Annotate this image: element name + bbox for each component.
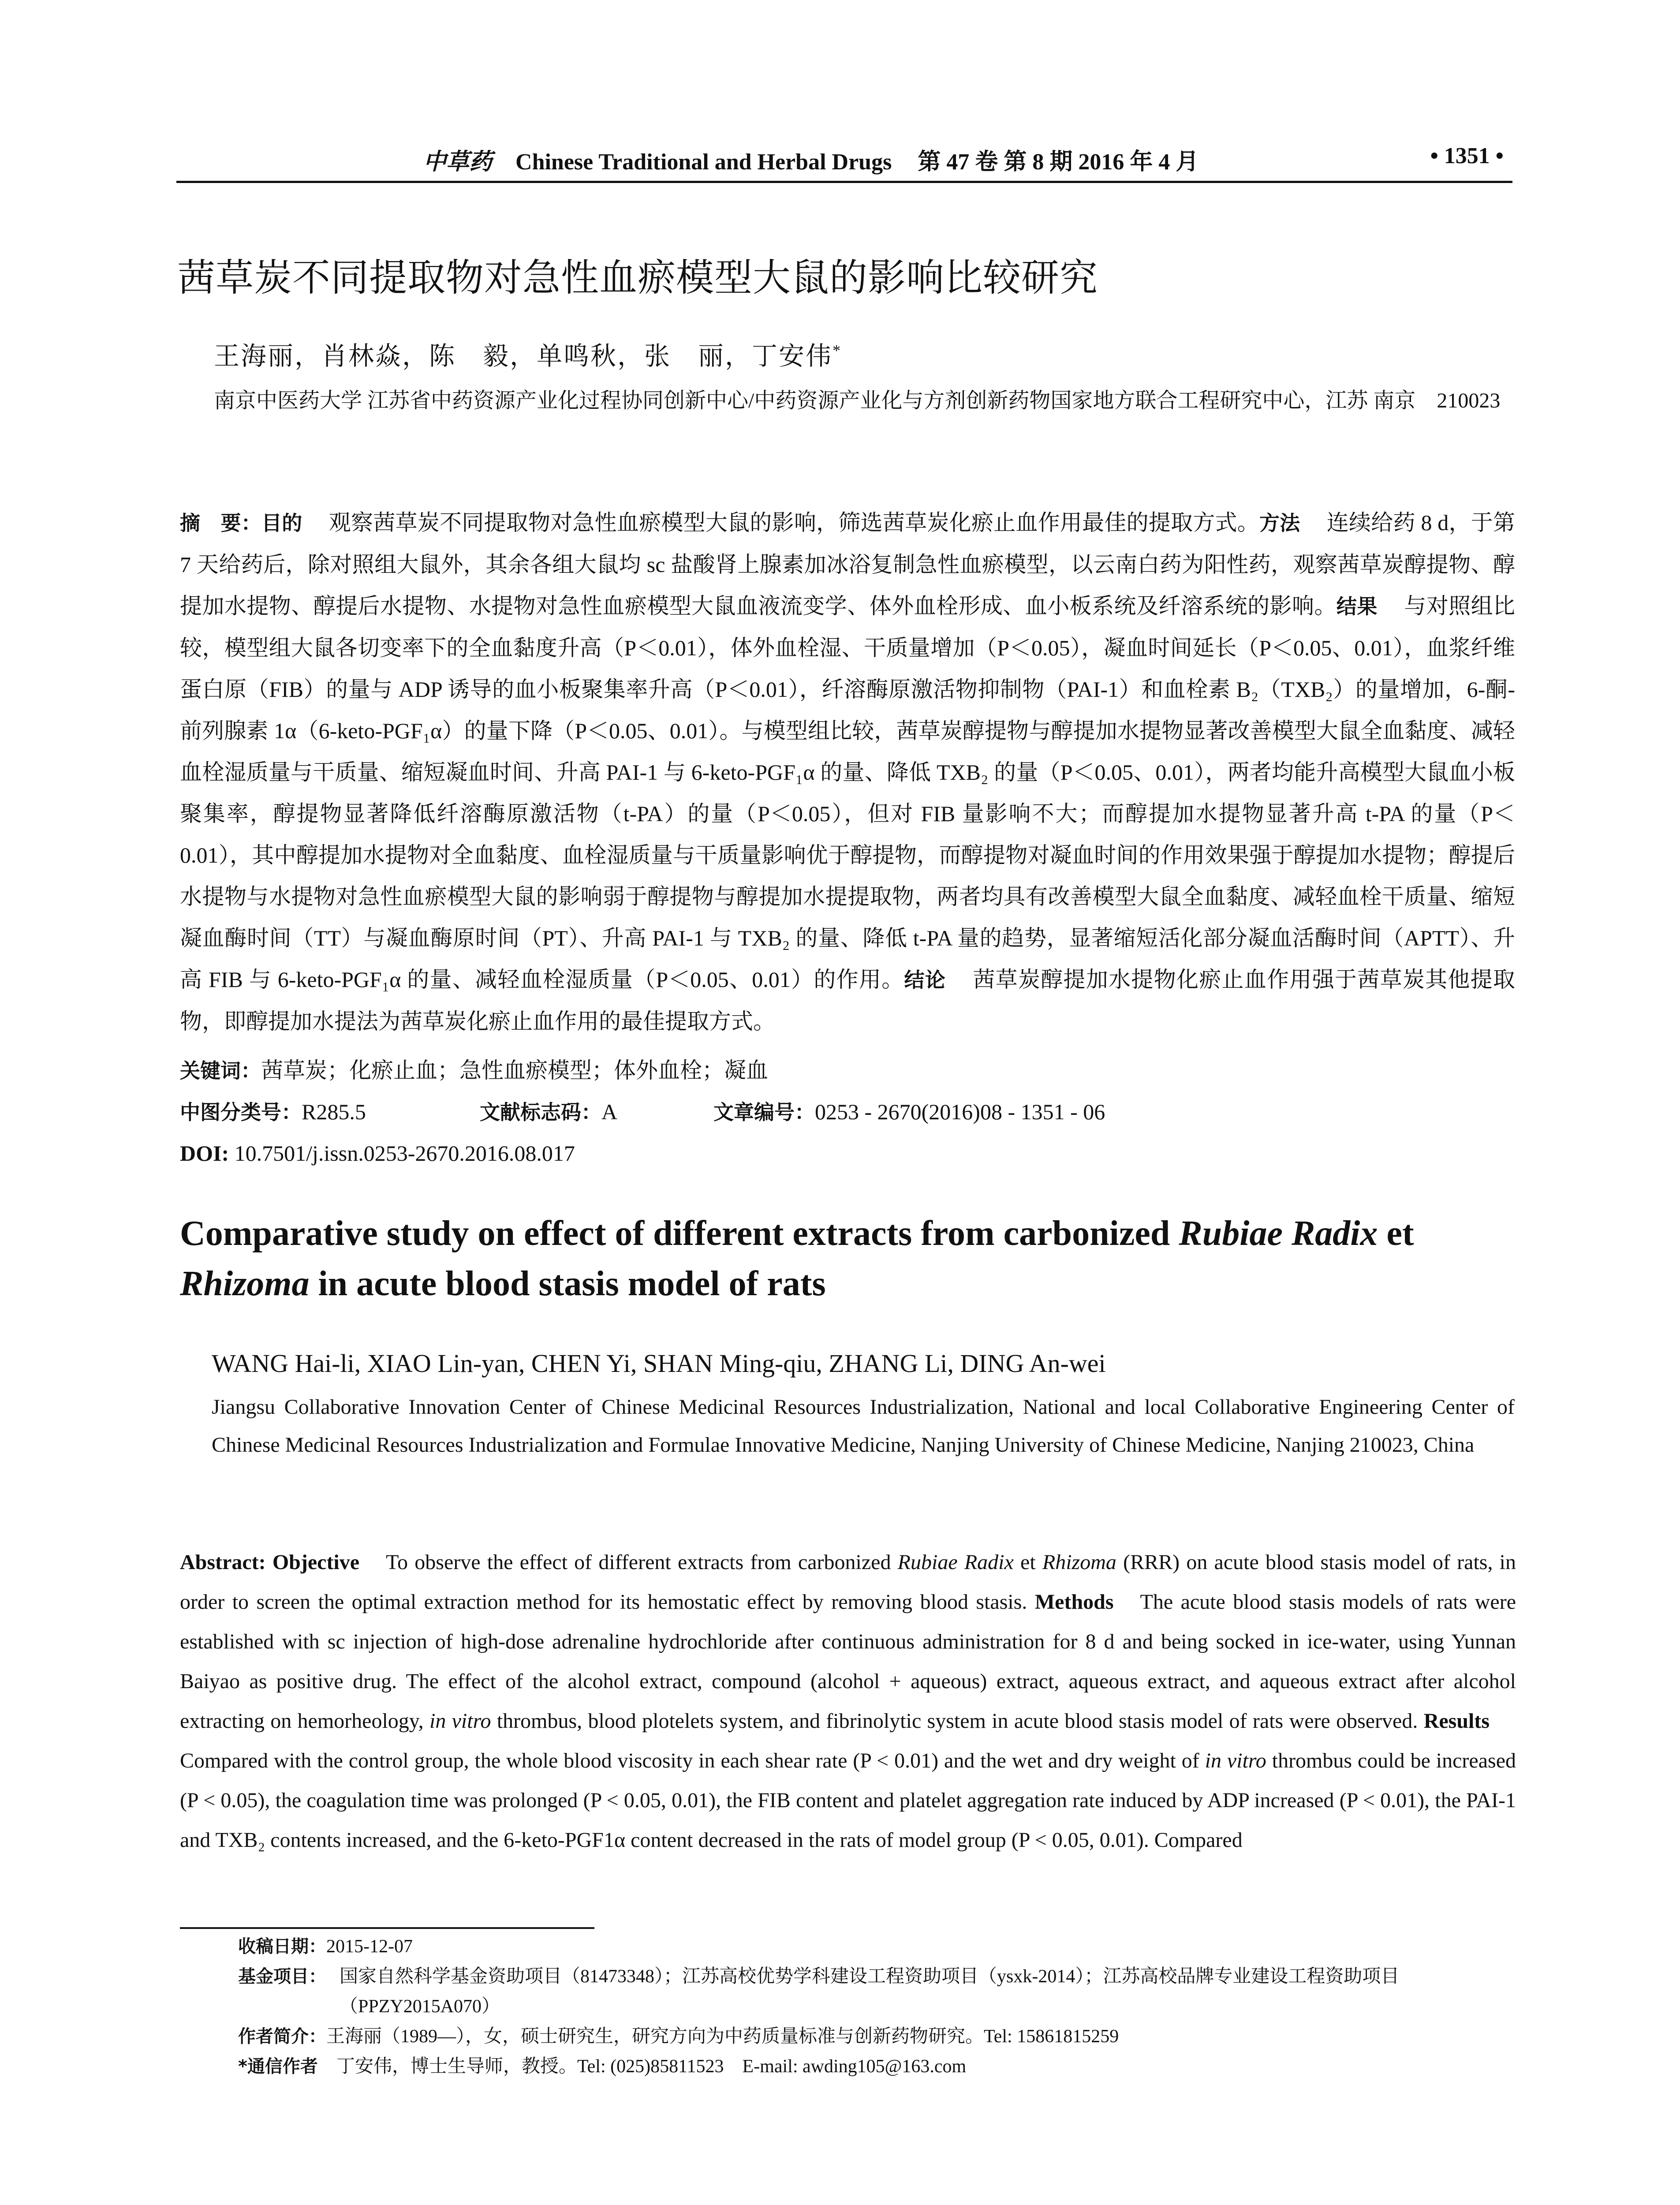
- author-list: 王海丽，肖林焱，陈 毅，单鸣秋，张 丽，丁安伟: [214, 342, 833, 370]
- abstract-objective-label: Abstract: Objective: [180, 1551, 360, 1574]
- journal-info: [423, 143, 1198, 176]
- class-number: [180, 1099, 366, 1124]
- journal-name-en: Chinese Traditional and Herbal Drugs: [515, 149, 892, 175]
- author-label: 作者简介：: [238, 2026, 326, 2047]
- received-label: 收稿日期：: [238, 1936, 326, 1957]
- keywords-text: 茜草炭；化瘀止血；急性血瘀模型；体外血栓；凝血: [261, 1058, 768, 1083]
- results-label: Results: [1423, 1709, 1490, 1733]
- corr-value: 丁安伟，博士生导师，教授。Tel: (025)85811523 E-mail: awding105@163.com: [336, 2056, 967, 2077]
- journal-name-cn: 中草药: [423, 149, 493, 175]
- class-label: 中图分类号：: [180, 1100, 302, 1124]
- conclusion-label: 结论: [904, 968, 946, 992]
- doi-label: DOI:: [180, 1141, 229, 1166]
- methods-label: 方法: [1259, 511, 1300, 535]
- chinese-abstract: [180, 502, 1515, 1042]
- english-abstract: [180, 1543, 1516, 1860]
- doi-line: [180, 1132, 575, 1174]
- article-number: [713, 1091, 1105, 1133]
- english-title: [180, 1208, 1520, 1309]
- results-text: thrombus could be increased (P < 0.05), the coagulation time was prolonged (P < 0.05, 0.01), the FIB content and platelet aggregation rate induced by ADP increased (P < 0.01), the PAI-1 and TXB₂ contents increased, and the 6-keto-PGF1α content decreased in the rats of model group (P < 0.05, 0.01). Compared: [180, 1749, 1516, 1852]
- received-value: 2015-12-07: [326, 1936, 413, 1957]
- issue-info: 第 47 卷 第 8 期 2016 年 4 月: [918, 149, 1199, 175]
- methods-text: 连续给药 8 d，于第 7 天给药后，除对照组大鼠外，其余各组大鼠均 sc 盐酸肾上腺素加冰浴复制急性血瘀模型，以云南白药为阳性药，观察茜草炭醇提物、醇提加水提物、醇提后水提物、水提物对急性血瘀模型大鼠血液流变学、体外血栓形成、血小板系统及纤溶系统的影响。: [180, 510, 1516, 618]
- methods-text: The acute blood stasis models of rats were established with sc injection of high-dose adrenaline hydrochloride after continuous administration for 8 d and being socked in ice-water, using Yunnan Baiyao as positive drug. The effect of the alcohol extract, compound (alcohol + aqueous) extract, aqueous extract, and aqueous extract after alcohol extracting on hemorheology,: [180, 1590, 1516, 1733]
- chinese-affiliation: 南京中医药大学 江苏省中药资源产业化过程协同创新中心/中药资源产业化与方剂创新药物国家地方联合工程研究中心，江苏 南京 210023: [214, 389, 1501, 412]
- corr-label: *通信作者: [238, 2056, 318, 2077]
- article-value: 0253 - 2670(2016)08 - 1351 - 06: [815, 1099, 1105, 1124]
- objective-label: 目的: [261, 511, 302, 535]
- objective-text: (RRR) on acute blood stasis model of rats, in order to screen the optimal extraction method for its hemostatic effect by removing blood stasis.: [180, 1551, 1516, 1614]
- running-header: [176, 140, 1512, 183]
- author-value: 王海丽（1989—），女，硕士研究生，研究方向为中药质量标准与创新药物研究。Tel: 15861815259: [326, 2026, 1119, 2047]
- objective-text: et: [1013, 1551, 1042, 1574]
- methods-text: thrombus, blood plotelets system, and fibrinolytic system in acute blood stasis model of rats were observed.: [491, 1709, 1418, 1733]
- title-part: et: [1378, 1214, 1414, 1253]
- objective-text: 观察茜草炭不同提取物对急性血瘀模型大鼠的影响，筛选茜草炭化瘀止血作用最佳的提取方式。: [329, 510, 1260, 535]
- footnote-author: [238, 2022, 1517, 2052]
- doi-value[interactable]: 10.7501/j.issn.0253-2670.2016.08.017: [234, 1141, 575, 1166]
- class-value: R285.5: [302, 1099, 366, 1124]
- results-label: 结果: [1336, 594, 1378, 618]
- corresponding-mark: *: [833, 341, 842, 359]
- objective-text: To observe the effect of different extracts from carbonized: [386, 1551, 898, 1574]
- abstract-label: 摘 要：: [180, 511, 261, 535]
- conclusion-text: 茜草炭醇提加水提物化瘀止血作用强于茜草炭其他提取物，即醇提加水提法为茜草炭化瘀止血作用的最佳提取方式。: [180, 967, 1515, 1034]
- footnote-fund: [238, 1962, 1517, 2022]
- english-authors: WANG Hai-li, XIAO Lin-yan, CHEN Yi, SHAN Ming-qiu, ZHANG Li, DING An-wei: [212, 1349, 1106, 1378]
- classification-line: [180, 1091, 1515, 1133]
- footnote-corresponding: [238, 2052, 1517, 2082]
- doccode-label: 文献标志码：: [480, 1100, 601, 1124]
- english-affiliation: Jiangsu Collaborative Innovation Center of Chinese Medicinal Resources Industrialization, National and local Collaborative Engineering Center of Chinese Medicinal Resources Industrialization and Formulae Innovative Medicine, Nanjing University of Chinese Medicine, Nanjing 210023, China: [212, 1395, 1515, 1457]
- article-label: 文章编号：: [713, 1100, 815, 1124]
- title-italic: Rhizoma: [180, 1264, 310, 1303]
- methods-italic: in vitro: [429, 1709, 491, 1733]
- chinese-authors: [214, 335, 842, 372]
- keywords-label: 关键词：: [180, 1059, 261, 1083]
- title-part: in acute blood stasis model of rats: [309, 1264, 826, 1303]
- footnote-received: [238, 1932, 1517, 1962]
- results-text: Compared with the control group, the whole blood viscosity in each shear rate (P < 0.01) and the wet and dry weight of: [180, 1749, 1205, 1772]
- footnote-divider: [180, 1927, 594, 1929]
- title-italic: Rubiae Radix: [1179, 1214, 1378, 1253]
- objective-italic: Rhizoma: [1042, 1551, 1116, 1574]
- footnotes: [238, 1932, 1517, 2082]
- objective-italic: Rubiae Radix: [897, 1551, 1014, 1574]
- keywords: [180, 1050, 1515, 1091]
- fund-label: 基金项目：: [238, 1966, 326, 1987]
- results-italic: in vitro: [1205, 1749, 1266, 1772]
- chinese-title: 茜草炭不同提取物对急性血瘀模型大鼠的影响比较研究: [177, 256, 1098, 300]
- document-code: [480, 1091, 617, 1133]
- methods-label: Methods: [1034, 1590, 1114, 1614]
- page-number: • 1351 •: [1430, 143, 1504, 168]
- doccode-value: A: [601, 1099, 618, 1124]
- results-text: 与对照组比较，模型组大鼠各切变率下的全血黏度升高（P＜0.01），体外血栓湿、干质量增加（P＜0.05），凝血时间延长（P＜0.05、0.01），血浆纤维蛋白原（FIB）的量与 ADP 诱导的血小板聚集率升高（P＜0.01），纤溶酶原激活物抑制物（PAI-1）和血栓素 B₂（TXB₂）的量增加，6-酮-前列腺素 1α（6-keto-PGF₁α）的量下降（P＜0.05、0.01）。与模型组比较，茜草炭醇提物与醇提加水提物显著改善模型大鼠全血黏度、减轻血栓湿质量与干质量、缩短凝血时间、升高 PAI-1 与 6-keto-PGF₁α 的量、降低 TXB₂ 的量（P＜0.05、0.01），两者均能升高模型大鼠血小板聚集率，醇提物显著降低纤溶酶原激活物（t-PA）的量（P＜0.05），但对 FIB 量影响不大；而醇提加水提物显著升高 t-PA 的量（P＜0.01），其中醇提加水提物对全血黏度、血栓湿质量与干质量影响优于醇提物，而醇提物对凝血时间的作用效果强于醇提加水提物；醇提后水提物与水提物对急性血瘀模型大鼠的影响弱于醇提物与醇提加水提提取物，两者均具有改善模型大鼠全血黏度、减轻血栓干质量、缩短凝血酶时间（TT）与凝血酶原时间（PT）、升高 PAI-1 与 TXB₂ 的量、降低 t-PA 量的趋势，显著缩短活化部分凝血活酶时间（APTT）、升高 FIB 与 6-keto-PGF₁α 的量、减轻血栓湿质量（P＜0.05、0.01）的作用。: [180, 594, 1516, 992]
- fund-value: 国家自然科学基金资助项目（81473348）；江苏高校优势学科建设工程资助项目（ysxk-2014）；江苏高校品牌专业建设工程资助项目（PPZY2015A070）: [340, 1966, 1400, 2017]
- title-part: Comparative study on effect of different extracts from carbonized: [180, 1214, 1179, 1253]
